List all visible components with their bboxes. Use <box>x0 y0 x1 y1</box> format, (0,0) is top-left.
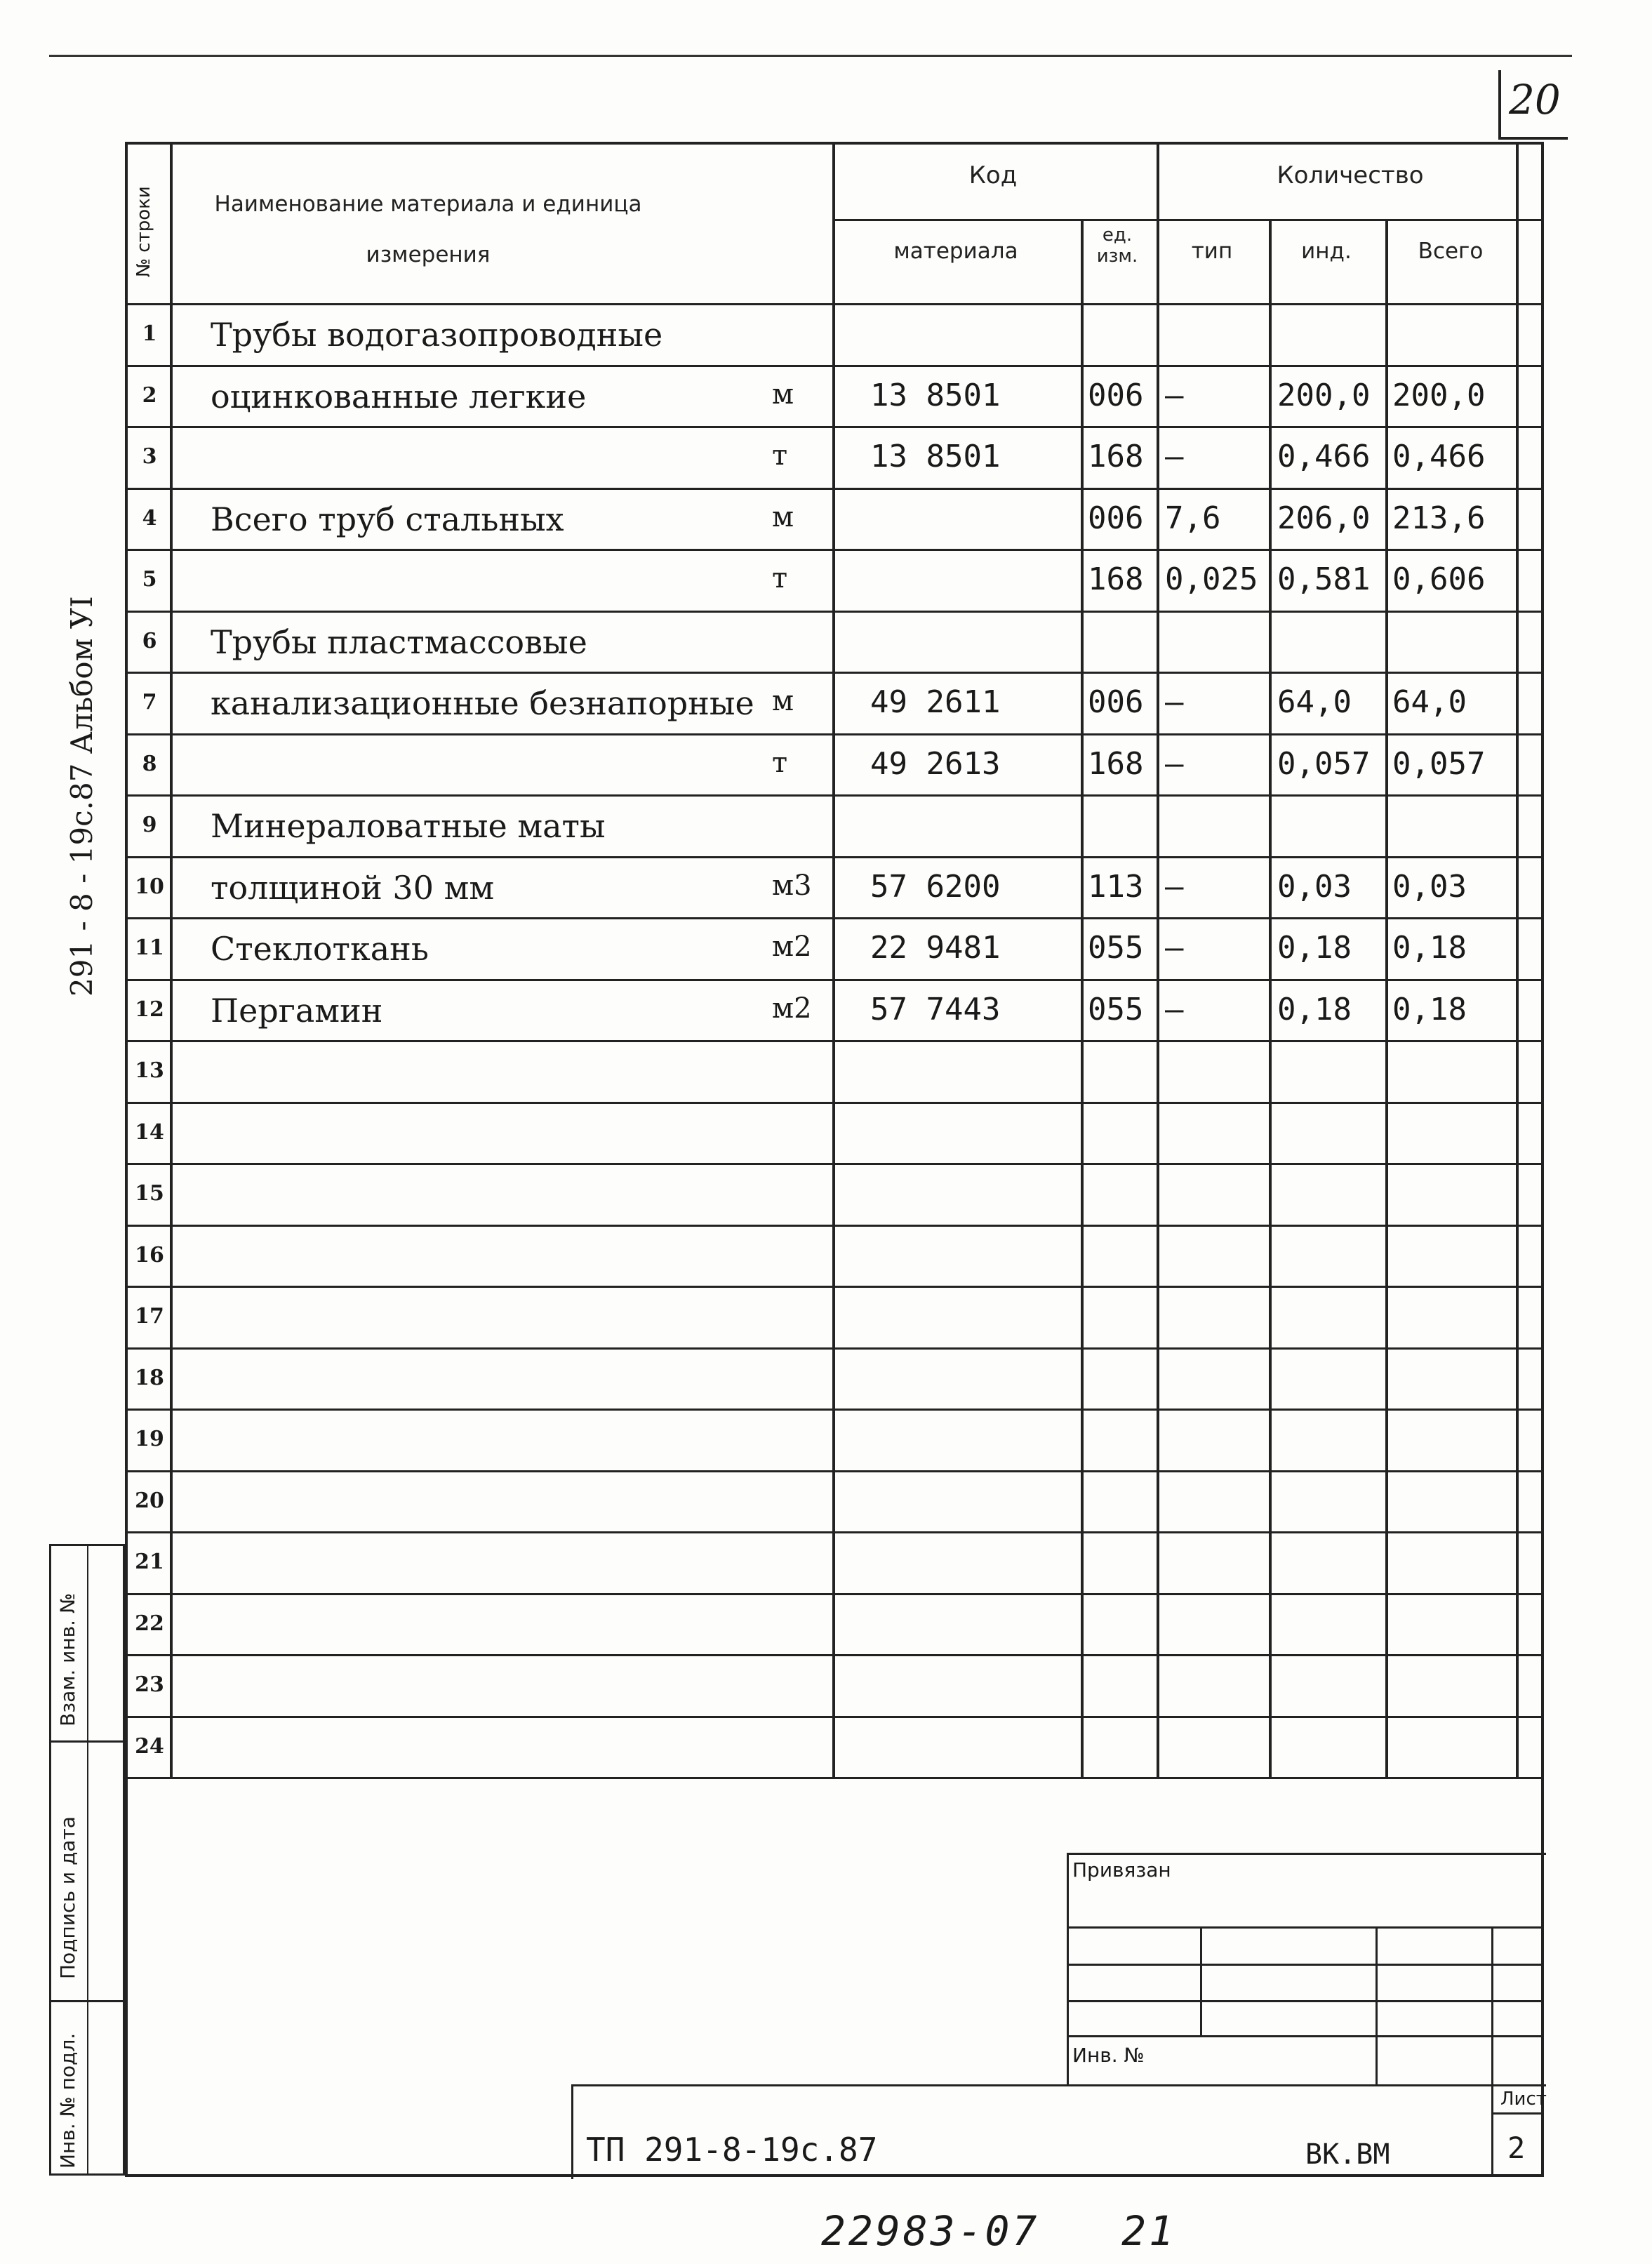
list-divider <box>1491 2112 1544 2115</box>
row-number: 21 <box>135 1550 164 1574</box>
unit-code: 006 <box>1088 684 1144 720</box>
header-qty-ind: инд. <box>1301 239 1352 264</box>
header-name: Наименование материала и единица измерения <box>214 192 642 267</box>
side-stamp-divider <box>87 1544 88 2176</box>
header-code-material: материала <box>893 239 1018 264</box>
material-name: Стеклоткань <box>211 930 429 968</box>
unit: т <box>772 439 788 472</box>
qty-total: 0,057 <box>1392 746 1486 782</box>
document-mark: ВК.ВМ <box>1305 2138 1390 2171</box>
privyazan-divider <box>1375 1926 1378 2084</box>
unit: м3 <box>772 870 812 902</box>
unit: м2 <box>772 931 812 963</box>
row-number: 16 <box>135 1243 164 1267</box>
table-bottom-line <box>125 1777 1544 1779</box>
qty-total: 0,606 <box>1392 561 1486 597</box>
material-name: оцинкованные легкие <box>211 378 587 415</box>
unit-code: 168 <box>1088 439 1144 474</box>
header-code-group: Код <box>968 161 1018 189</box>
header-qty-group: Количество <box>1277 161 1424 189</box>
row-number: 10 <box>135 874 164 899</box>
sheet-number: 20 <box>1509 76 1561 124</box>
bottom-stamp: 22983-07 21 <box>821 2207 1176 2255</box>
stamp-inv-podl: Инв. № подл. <box>56 2032 79 2169</box>
qty-type: – <box>1165 378 1184 413</box>
material-name: канализационные безнапорные <box>211 684 754 722</box>
qty-total: 0,466 <box>1392 439 1486 474</box>
unit-code: 113 <box>1088 869 1144 905</box>
row-number: 1 <box>142 321 157 346</box>
privyazan-divider <box>1491 1926 1493 2084</box>
unit: м <box>772 378 794 411</box>
qty-type: – <box>1165 869 1184 905</box>
unit-code: 006 <box>1088 378 1144 413</box>
material-name: Всего труб стальных <box>211 500 564 538</box>
unit-code: 006 <box>1088 500 1144 536</box>
row-number: 19 <box>135 1427 164 1451</box>
qty-ind: 200,0 <box>1277 378 1371 413</box>
qty-total: 0,03 <box>1392 869 1467 905</box>
material-code: 49 2611 <box>870 684 1001 720</box>
unit: м <box>772 501 794 533</box>
qty-type: – <box>1165 684 1184 720</box>
row-number: 5 <box>142 567 157 592</box>
list-value: 2 <box>1507 2131 1526 2165</box>
qty-type: – <box>1165 439 1184 474</box>
qty-type: 7,6 <box>1165 500 1221 536</box>
row-number: 23 <box>135 1672 164 1697</box>
material-name: Трубы водогазопроводные <box>211 316 663 354</box>
column-line <box>1269 219 1272 1777</box>
row-number: 9 <box>142 813 157 837</box>
privyazan-line <box>1067 1964 1544 1966</box>
material-name: толщиной 30 мм <box>211 869 495 907</box>
row-number: 3 <box>142 444 157 469</box>
unit-code: 168 <box>1088 746 1144 782</box>
row-number: 18 <box>135 1366 164 1390</box>
qty-ind: 0,466 <box>1277 439 1371 474</box>
qty-type: 0,025 <box>1165 561 1258 597</box>
document-code: ТП 291-8-19с.87 <box>586 2131 878 2169</box>
qty-ind: 0,03 <box>1277 869 1352 905</box>
header-qty-type: тип <box>1191 239 1233 264</box>
material-code: 49 2613 <box>870 746 1001 782</box>
top-border-line <box>49 55 1572 57</box>
qty-ind: 206,0 <box>1277 500 1371 536</box>
material-name: Минераловатные маты <box>211 807 606 845</box>
material-code: 13 8501 <box>870 439 1001 474</box>
row-number: 14 <box>135 1120 164 1145</box>
row-number: 7 <box>142 690 157 714</box>
column-line <box>1081 219 1084 1777</box>
row-number: 22 <box>135 1611 164 1636</box>
column-line <box>832 142 835 1777</box>
header-subdivider <box>832 219 1544 221</box>
unit-code: 055 <box>1088 930 1144 966</box>
material-code: 57 7443 <box>870 992 1001 1027</box>
row-number: 11 <box>135 935 164 960</box>
qty-total: 213,6 <box>1392 500 1486 536</box>
row-number: 20 <box>135 1489 164 1513</box>
qty-total: 200,0 <box>1392 378 1486 413</box>
privyazan-divider <box>1200 1926 1202 2035</box>
privyazan-line <box>1067 2000 1544 2002</box>
qty-type: – <box>1165 746 1184 782</box>
list-divider <box>1491 2084 1493 2177</box>
row-number: 2 <box>142 383 157 408</box>
inv-no-label: Инв. № <box>1072 2044 1145 2067</box>
material-code: 22 9481 <box>870 930 1001 966</box>
material-name: Пергамин <box>211 992 383 1030</box>
header-code-unit: ед. изм. <box>1096 225 1138 267</box>
album-label: 291 - 8 - 19c.87 Альбом УI <box>65 596 99 997</box>
stamp-vzam-inv: Взам. инв. № <box>56 1592 79 1726</box>
row-number: 17 <box>135 1304 164 1329</box>
row-number: 12 <box>135 997 164 1022</box>
qty-ind: 0,18 <box>1277 992 1352 1027</box>
qty-ind: 0,057 <box>1277 746 1371 782</box>
row-number: 6 <box>142 629 157 653</box>
material-name: Трубы пластмассовые <box>211 623 587 661</box>
unit: т <box>772 562 788 594</box>
unit-code: 055 <box>1088 992 1144 1027</box>
stamp-podpis-data: Подпись и дата <box>56 1816 79 1979</box>
unit: м <box>772 685 794 717</box>
qty-type: – <box>1165 930 1184 966</box>
list-label: Лист <box>1500 2089 1547 2110</box>
row-number: 24 <box>135 1734 164 1759</box>
row-number: 13 <box>135 1058 164 1083</box>
unit-code: 168 <box>1088 561 1144 597</box>
row-number: 8 <box>142 752 157 776</box>
unit: т <box>772 747 788 779</box>
row-number: 4 <box>142 506 157 531</box>
qty-ind: 0,581 <box>1277 561 1371 597</box>
row-number: 15 <box>135 1181 164 1206</box>
column-line <box>1516 142 1519 1777</box>
header-row-number: № строки <box>133 186 154 277</box>
material-code: 13 8501 <box>870 378 1001 413</box>
column-line <box>1385 219 1388 1777</box>
privyazan-line <box>1067 1926 1544 1929</box>
qty-ind: 64,0 <box>1277 684 1352 720</box>
qty-ind: 0,18 <box>1277 930 1352 966</box>
column-line <box>1157 142 1159 1777</box>
header-qty-total: Всего <box>1418 239 1484 264</box>
privyazan-label: Привязан <box>1072 1858 1171 1882</box>
qty-type: – <box>1165 992 1184 1027</box>
unit: м2 <box>772 992 812 1025</box>
qty-total: 0,18 <box>1392 992 1467 1027</box>
qty-total: 0,18 <box>1392 930 1467 966</box>
privyazan-line <box>1067 2035 1544 2037</box>
material-code: 57 6200 <box>870 869 1001 905</box>
qty-total: 64,0 <box>1392 684 1467 720</box>
column-line <box>170 142 173 1777</box>
